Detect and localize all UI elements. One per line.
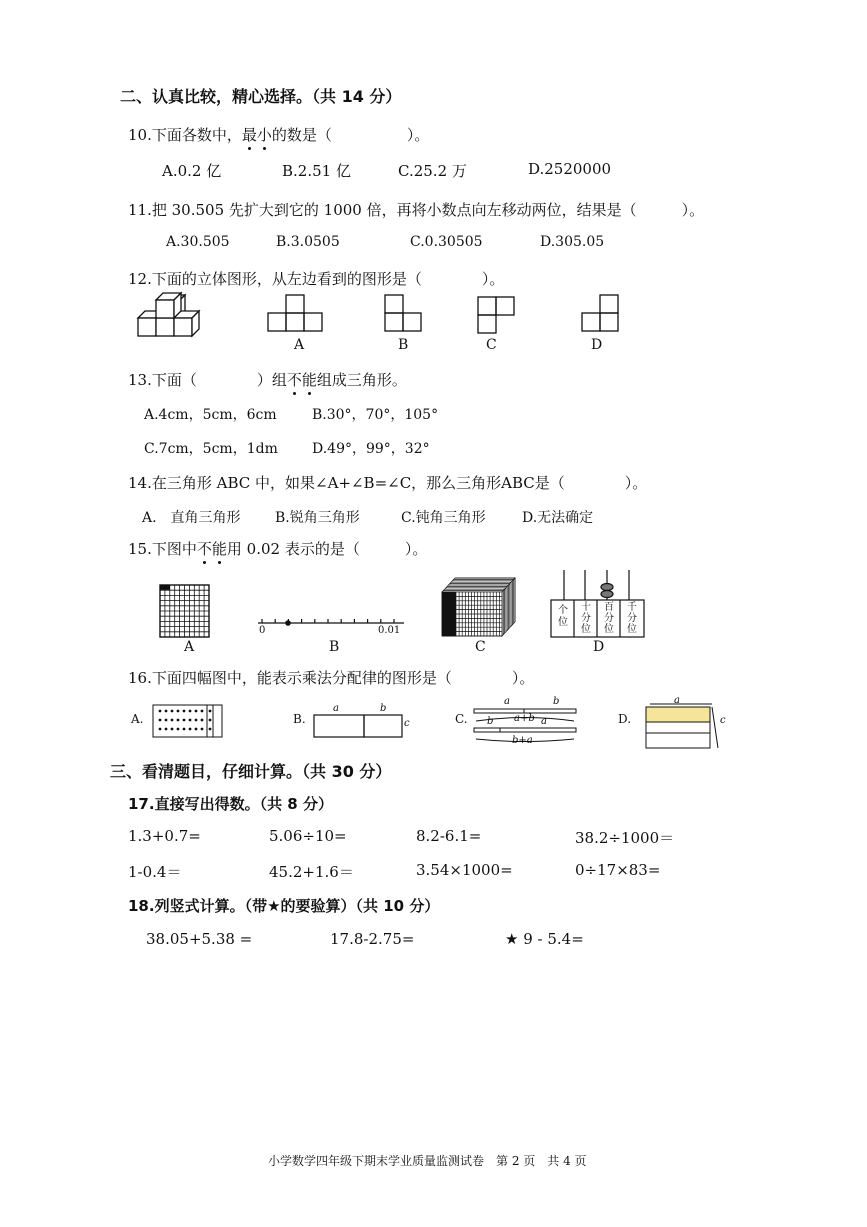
q17-r1-c4: 38.2÷1000＝	[575, 829, 675, 847]
q15-stem-pre: 15.下图中	[128, 540, 197, 558]
array-dot	[177, 710, 180, 713]
q16-rectangles-b	[314, 715, 402, 737]
q15-label-d: D	[593, 639, 605, 655]
q16-c-var-a2: a	[541, 716, 547, 727]
q16-label-b: B.	[293, 712, 306, 726]
q11-option-b: B.3.0505	[276, 234, 340, 250]
q16-label-c: C.	[455, 712, 468, 726]
q12-label-a: A	[294, 337, 305, 353]
q16-b-var-b: b	[380, 703, 387, 714]
array-dot	[195, 710, 198, 713]
abacus-label-tenths: 十分位	[581, 602, 591, 635]
q16-stacked-rect-d	[646, 704, 718, 748]
array-dot	[189, 710, 192, 713]
q13-option-b: B.30°，70°，105°	[312, 407, 439, 423]
q13-stem-post: 组成三角形。	[316, 371, 407, 389]
array-dot	[189, 719, 192, 722]
array-dot	[209, 719, 212, 722]
question-14-stem: 14.在三角形 ABC 中，如果∠A+∠B=∠C，那么三角形ABC是（ ）。	[128, 474, 648, 492]
q14-option-d: D.无法确定	[522, 510, 594, 526]
q15-emphasis-1: 不	[196, 540, 212, 558]
array-dot	[201, 710, 204, 713]
q16-d-var-a: a	[674, 695, 680, 706]
q17-r1-c2: 5.06÷10=	[269, 827, 347, 845]
abacus-label-thousandths: 千分位	[627, 602, 637, 635]
abacus-label-hundredths: 百分位	[604, 602, 614, 635]
question-11-stem: 11.把 30.505 先扩大到它的 1000 倍，再将小数点向左移动两位，结果是（ ）。	[128, 201, 705, 219]
q18-item-1: 38.05+5.38 =	[146, 930, 253, 948]
array-dot	[171, 728, 174, 731]
q18-item-3: ★ 9 - 5.4=	[505, 930, 584, 948]
q13-stem-pre: 13.下面（ ）组	[128, 371, 287, 389]
question-17-title: 17.直接写出得数。（共 8 分）	[128, 795, 333, 813]
q10-option-c: C.25.2 万	[398, 162, 467, 180]
array-dot	[159, 728, 162, 731]
q11-option-a: A.30.505	[166, 234, 230, 250]
q15-stem-post: 用 0.02 表示的是（ ）。	[226, 540, 428, 558]
q16-b-var-c: c	[404, 718, 410, 729]
q17-r1-c3: 8.2-6.1=	[416, 827, 482, 845]
q15-label-a: A	[184, 639, 195, 655]
q10-option-b: B.2.51 亿	[282, 162, 351, 180]
q12-label-b: B	[398, 337, 409, 353]
array-dot	[201, 728, 204, 731]
q10-option-d: D.2520000	[528, 160, 612, 178]
q13-emphasis-1: 不	[286, 371, 302, 389]
array-dot	[165, 719, 168, 722]
array-dot	[165, 728, 168, 731]
array-dot	[195, 719, 198, 722]
q10-option-a: A.0.2 亿	[162, 162, 222, 180]
array-dot	[195, 728, 198, 731]
array-dot	[171, 719, 174, 722]
array-dot	[183, 719, 186, 722]
q16-b-var-a: a	[333, 703, 339, 714]
array-dot	[159, 719, 162, 722]
q17-r1-c1: 1.3+0.7=	[128, 827, 201, 845]
section-3-title: 三、看清题目，仔细计算。（共 30 分）	[110, 762, 392, 781]
q13-emphasis-2: 能	[301, 371, 317, 389]
abacus-label-ones: 个位	[558, 605, 568, 628]
section-2-title: 二、认真比较，精心选择。（共 14 分）	[120, 87, 402, 106]
q10-emphasis-2: 小	[256, 126, 272, 144]
q14-option-b: B.锐角三角形	[275, 510, 360, 526]
q16-label-d: D.	[618, 712, 632, 726]
array-dot	[201, 719, 204, 722]
q10-emphasis-1: 最	[241, 126, 257, 144]
q16-c-var-b-plus-a: b+a	[512, 735, 533, 746]
q16-label-a: A.	[131, 712, 144, 726]
question-12-stem: 12.下面的立体图形，从左边看到的图形是（ ）。	[128, 270, 505, 288]
q16-dot-array-a	[153, 705, 222, 737]
q16-d-var-c: c	[720, 715, 726, 726]
q16-c-var-b: b	[553, 696, 560, 707]
q15-label-b: B	[329, 639, 340, 655]
page-footer: 小学数学四年级下期末学业质量监测试卷 第 2 页 共 4 页	[268, 1154, 587, 1168]
array-dot	[159, 710, 162, 713]
q13-option-a: A.4cm，5cm，6cm	[144, 407, 277, 423]
q13-option-c: C.7cm，5cm，1dm	[144, 441, 278, 457]
q11-option-c: C.0.30505	[410, 234, 483, 250]
q10-stem-post: 的数是（ ）。	[271, 126, 430, 144]
q14-option-c: C.钝角三角形	[401, 510, 486, 526]
array-dot	[183, 710, 186, 713]
q18-item-2: 17.8-2.75=	[330, 930, 415, 948]
numberline-start: 0	[259, 625, 266, 636]
numberline-end: 0.01	[378, 625, 401, 636]
array-dot	[177, 719, 180, 722]
q16-c-var-a-plus-b: a+b	[514, 713, 535, 724]
q11-option-d: D.305.05	[540, 234, 605, 250]
q17-r2-c2: 45.2+1.6＝	[269, 863, 354, 881]
array-dot	[165, 710, 168, 713]
array-dot	[209, 710, 212, 713]
q12-label-d: D	[591, 337, 603, 353]
q17-r2-c1: 1-0.4＝	[128, 863, 182, 881]
array-dot	[189, 728, 192, 731]
q10-stem-pre: 10.下面各数中，	[128, 126, 242, 144]
array-dot	[209, 728, 212, 731]
question-16-stem: 16.下面四幅图中，能表示乘法分配律的图形是（ ）。	[128, 669, 535, 687]
q12-label-c: C	[486, 337, 497, 353]
q15-label-c: C	[475, 639, 486, 655]
q17-r2-c4: 0÷17×83=	[575, 861, 661, 879]
q13-option-d: D.49°，99°，32°	[312, 441, 430, 457]
q16-c-var-b2: b	[487, 716, 494, 727]
array-dot	[177, 728, 180, 731]
q17-r2-c3: 3.54×1000=	[416, 861, 513, 879]
array-dot	[183, 728, 186, 731]
array-dot	[171, 710, 174, 713]
question-18-title: 18.列竖式计算。（带★的要验算）（共 10 分）	[128, 897, 440, 915]
q16-c-var-a: a	[504, 696, 510, 707]
q15-emphasis-2: 能	[211, 540, 227, 558]
q14-option-a: A. 直角三角形	[142, 510, 241, 526]
